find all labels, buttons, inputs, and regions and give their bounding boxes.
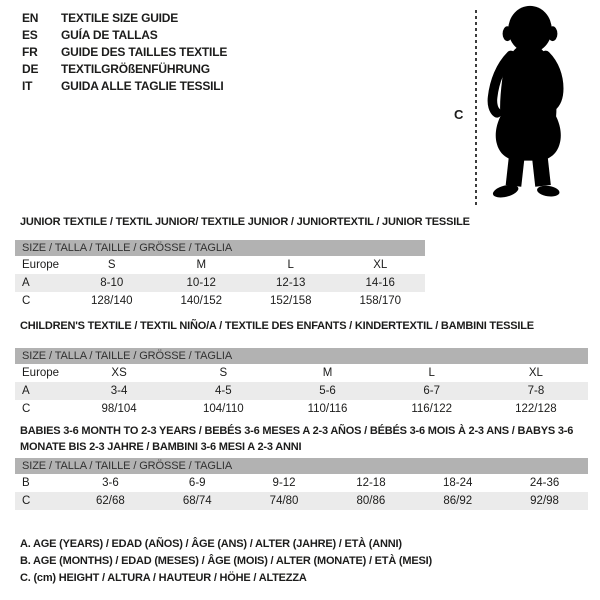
size-value-cell: S [107,259,116,271]
size-table-header: SIZE / TALLA / TAILLE / GRÖSSE / TAGLIA [15,458,588,474]
language-row-de [22,60,227,77]
row-label: Europe [22,367,60,379]
language-code: EN [22,10,39,25]
size-table-header: SIZE / TALLA / TAILLE / GRÖSSE / TAGLIA [15,348,588,364]
size-value-cell: 3-4 [110,385,128,397]
babies-size-table [15,458,588,510]
size-value-cell: 74/80 [269,495,299,507]
size-value-cell: 152/158 [269,295,312,307]
size-value-cell: 86/92 [443,495,473,507]
size-value-cell: 110/116 [307,403,348,415]
size-value-cell: 62/68 [96,495,125,507]
language-label: TEXTILGRÖßENFÜHRUNG [61,61,210,76]
language-label: GUÍA DE TALLAS [61,27,158,42]
legend-line-b: B. AGE (MONTHS) / EDAD (MESES) / ÂGE (MOIS) / ALTER (MONATE) / ETÀ (MESI) [20,555,432,567]
junior-section-title: JUNIOR TEXTILE / TEXTIL JUNIOR/ TEXTILE JUNIOR / JUNIORTEXTIL / JUNIOR TESSILE [20,216,470,228]
language-row-fr [22,43,227,60]
legend-line-c: C. (cm) HEIGHT / ALTURA / HAUTEUR / HÖHE / ALTEZZA [20,572,307,584]
children-section-title: CHILDREN'S TEXTILE / TEXTIL NIÑO/A / TEXTILE DES ENFANTS / KINDERTEXTIL / BAMBINI TESSILE [20,320,534,332]
size-value-cell: 7-8 [527,385,545,397]
row-label: A [22,385,30,397]
row-label: B [22,477,30,489]
size-value-cell: XL [373,259,388,271]
size-value-cell: 10-12 [186,277,216,289]
size-value-cell: 3-6 [102,477,119,489]
size-value-cell: 104/110 [202,403,244,415]
row-label: C [22,403,31,415]
size-table-header: SIZE / TALLA / TAILLE / GRÖSSE / TAGLIA [15,240,425,256]
row-label: C [22,295,31,307]
table-row [15,274,425,292]
size-value-cell: M [196,259,207,271]
size-value-cell: 18-24 [443,477,473,489]
language-code: IT [22,78,33,93]
size-value-cell: 158/170 [359,295,402,307]
language-code: ES [22,27,38,42]
language-code: DE [22,61,39,76]
language-label: GUIDA ALLE TAGLIE TESSILI [61,78,224,93]
language-row-es [22,26,227,43]
size-value-cell: 14-16 [365,277,395,289]
language-row-it [22,77,227,94]
language-list [22,9,227,94]
size-value-cell: S [219,367,228,379]
baby-silhouette-icon [486,5,574,212]
table-row [15,256,425,274]
size-value-cell: L [428,367,435,379]
language-row-en [22,9,227,26]
size-value-cell: 128/140 [90,295,133,307]
table-row [15,382,588,400]
babies-section-title: BABIES 3-6 MONTH TO 2-3 YEARS / BEBÉS 3-6 MESES A 2-3 AÑOS / BÉBÉS 3-6 MOIS À 2-3 ANS / BABYS 3-6 MONATE BIS 2-3 JAHRE / BAMBINI 3-6 MESI A 2-3 ANNI [20,425,574,453]
size-value-cell: XL [528,367,543,379]
size-value-cell: 68/74 [182,495,212,507]
size-value-cell: 80/86 [356,495,386,507]
row-label: Europe [22,259,60,271]
size-value-cell: 24-36 [529,477,560,489]
legend-line-a: A. AGE (YEARS) / EDAD (AÑOS) / ÂGE (ANS) / ALTER (JAHRE) / ETÀ (ANNI) [20,538,402,550]
language-code: FR [22,44,38,59]
size-value-cell: 92/98 [530,495,559,507]
children-size-table [15,348,588,418]
junior-size-table [15,240,425,310]
size-value-cell: 6-9 [188,477,206,489]
size-value-cell: 122/128 [515,403,557,415]
language-label: TEXTILE SIZE GUIDE [61,10,179,25]
language-label: GUIDE DES TAILLES TEXTILE [61,44,228,59]
table-row [15,292,425,310]
size-value-cell: 12-13 [276,277,306,289]
row-label: C [22,495,31,507]
size-value-cell: 8-10 [100,277,124,289]
measurement-legend [20,536,432,587]
height-measure-label: C [454,107,464,122]
table-row [15,492,588,510]
table-row [15,474,588,492]
size-value-cell: 140/152 [180,295,223,307]
size-value-cell: M [322,367,333,379]
height-measure-dashed-line [475,10,477,207]
size-value-cell: 9-12 [272,477,296,489]
table-row [15,364,588,382]
table-row [15,400,588,418]
size-value-cell: 4-5 [214,385,232,397]
size-value-cell: 98/104 [101,403,137,415]
row-label: A [22,277,30,289]
size-value-cell: 12-18 [356,477,386,489]
size-value-cell: 116/122 [411,403,453,415]
size-value-cell: 5-6 [319,385,336,397]
size-value-cell: L [287,259,294,271]
size-value-cell: 6-7 [423,385,441,397]
size-value-cell: XS [111,367,127,379]
